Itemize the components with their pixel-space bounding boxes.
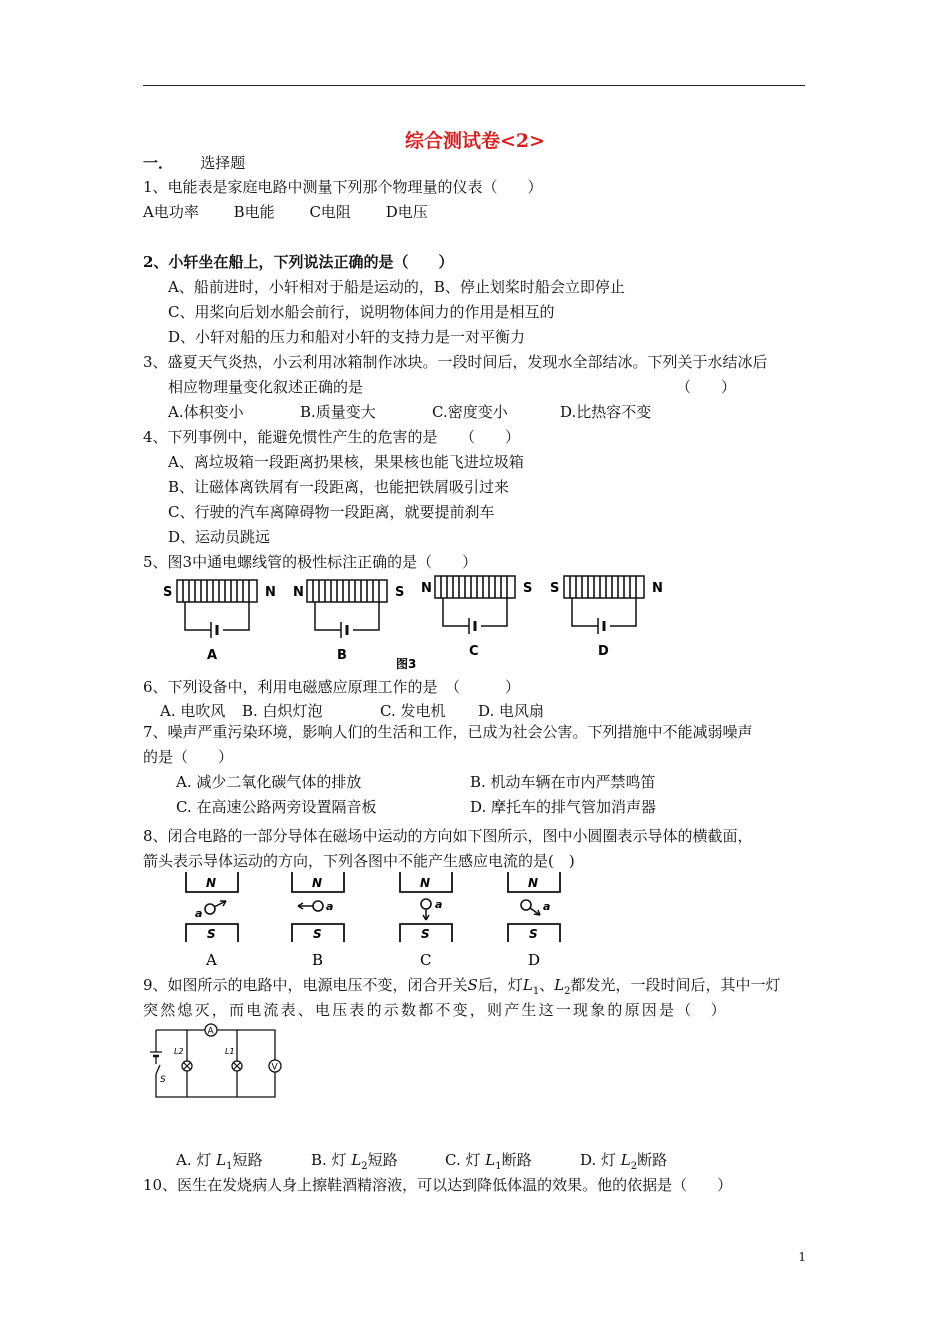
q3-answer-paren: （ ） xyxy=(676,378,737,396)
lamp-l2-icon xyxy=(174,1047,192,1071)
conductor-d-mark: a xyxy=(543,900,551,913)
conductor-a xyxy=(205,904,215,914)
q8-magnet-figure xyxy=(170,870,590,970)
q5-stem: 5、图3中通电螺线管的极性标注正确的是（ ） xyxy=(143,553,478,571)
q9-options xyxy=(176,1150,667,1177)
q3-option-d: D.比热容不变 xyxy=(560,403,652,421)
solenoid-b-right-pole: S xyxy=(395,585,405,600)
q3-options xyxy=(168,402,651,422)
section-label: 选择题 xyxy=(200,154,246,172)
switch-label: S xyxy=(160,1075,166,1085)
q8-stem-line2: 箭头表示导体运动的方向，下列各图中不能产生感应电流的是( ) xyxy=(143,852,575,870)
q3-option-c: C.密度变小 xyxy=(432,403,508,421)
q2-options-ab xyxy=(168,277,625,297)
q9-stem-part1: 9、如图所示的电路中，电源电压不变，闭合开关 xyxy=(143,976,468,994)
q7-stem-line1: 7、噪声严重污染环境，影响人们的生活和工作，已成为社会公害。下列措施中不能减弱噪声 xyxy=(143,723,753,741)
q9-option-d: D. 灯 $L_2$断路 xyxy=(580,1151,668,1172)
q3-stem-line1: 3、盛夏天气炎热，小云利用冰箱制作冰块。一段时间后，发现水全部结冰。下列关于水结冰后 xyxy=(143,353,768,371)
magnet-panel-b xyxy=(292,872,344,969)
conductor-b-mark: a xyxy=(326,900,334,913)
q9-option-c: C. 灯 $L_1$断路 xyxy=(445,1151,532,1172)
page-number: 1 xyxy=(798,1250,806,1264)
q4-option-b: B、让磁体离铁屑有一段距离，也能把铁屑吸引过来 xyxy=(168,478,510,496)
q4-option-d: D、运动员跳远 xyxy=(168,528,271,546)
q2-option-d: D、小轩对船的压力和船对小轩的支持力是一对平衡力 xyxy=(168,328,526,346)
q6-stem: 6、下列设备中，利用电磁感应原理工作的是 （ ） xyxy=(143,678,521,696)
q1-option-b: B电能 xyxy=(233,203,275,221)
magnet-d-south: S xyxy=(529,927,538,941)
q9-stem-line1 xyxy=(143,975,781,1002)
solenoid-b-label: B xyxy=(337,648,347,663)
q9-l1-symbol: L xyxy=(522,976,533,994)
conductor-a-mark: a xyxy=(195,907,203,920)
magnet-panel-d xyxy=(508,872,560,969)
magnet-b-south: S xyxy=(313,927,322,941)
q9-circuit-diagram xyxy=(145,1022,295,1104)
solenoid-panel-a xyxy=(163,580,276,663)
magnet-b-north: N xyxy=(312,876,323,890)
q9-stem-line2: 突然熄灭，而电流表、电压表的示数都不变，则产生这一现象的原因是（ ） xyxy=(143,1001,728,1019)
magnet-c-north: N xyxy=(420,876,431,890)
header-rule xyxy=(143,85,805,86)
q6-option-a: A. 电吹风 xyxy=(160,702,226,720)
q7-option-b: B. 机动车辆在市内严禁鸣笛 xyxy=(470,773,656,791)
solenoid-a-right-pole: N xyxy=(265,585,276,600)
q9-stem-part3: 都发光，一段时间后，其中一灯 xyxy=(570,976,781,994)
section-number: 一． xyxy=(143,154,174,172)
q6-option-b: B. 白炽灯泡 xyxy=(242,702,323,720)
q3-option-b: B.质量变大 xyxy=(300,403,376,421)
solenoid-a-label: A xyxy=(207,648,218,663)
q2-option-c: C、用桨向后划水船会前行，说明物体间力的作用是相互的 xyxy=(168,303,555,321)
q4-option-a: A、离垃圾箱一段距离扔果核，果果核也能飞进垃圾箱 xyxy=(168,453,524,471)
q1-option-d: D电压 xyxy=(385,203,428,221)
solenoid-c-right-pole: S xyxy=(523,581,533,596)
solenoid-d-label: D xyxy=(598,644,609,659)
magnet-d-label: D xyxy=(528,951,541,969)
q2-option-a: A、船前进时，小轩相对于船是运动的， xyxy=(168,278,434,296)
q8-stem-line1: 8、闭合电路的一部分导体在磁场中运动的方向如下图所示，图中小圆圈表示导体的横截面， xyxy=(143,827,753,845)
q4-stem: 4、下列事例中，能避免惯性产生的危害的是 （ ） xyxy=(143,428,521,446)
lamp-l2-label: L2 xyxy=(174,1047,184,1056)
conductor-c xyxy=(421,899,431,909)
magnet-a-south: S xyxy=(207,927,216,941)
solenoid-d-left-pole: S xyxy=(550,581,560,596)
q9-stem-part2: 后，灯 xyxy=(477,976,523,994)
magnet-a-north: N xyxy=(206,876,217,890)
solenoid-b-left-pole: N xyxy=(293,585,304,600)
magnet-d-north: N xyxy=(528,876,539,890)
magnet-c-south: S xyxy=(421,927,430,941)
q2-option-b: B、停止划桨时船会立即停止 xyxy=(433,278,625,296)
solenoid-panel-b xyxy=(293,580,404,663)
q7-option-a: A. 减少二氧化碳气体的排放 xyxy=(176,773,362,791)
q2-stem: 2、小轩坐在船上，下列说法正确的是（ ） xyxy=(143,253,454,271)
solenoid-panel-d xyxy=(550,576,663,659)
magnet-panel-c xyxy=(400,872,452,969)
section-heading xyxy=(143,153,245,173)
q1-options xyxy=(143,202,428,222)
q1-option-a: A电功率 xyxy=(143,203,199,221)
solenoid-d-right-pole: N xyxy=(652,581,663,596)
q9-separator: 、 xyxy=(539,976,555,994)
q9-l2-subscript: 2 xyxy=(564,986,571,997)
q4-option-c: C、行驶的汽车离障碍物一段距离，就要提前刹车 xyxy=(168,503,495,521)
conductor-b xyxy=(313,901,323,911)
q9-option-a: A. 灯 $L_1$短路 xyxy=(176,1151,263,1172)
q1-option-c: C电阻 xyxy=(309,203,351,221)
solenoid-panel-c xyxy=(421,576,532,659)
ammeter-icon xyxy=(205,1024,217,1037)
q7-option-d: D. 摩托车的排气管加消声器 xyxy=(470,798,657,816)
q9-option-b: B. 灯 $L_2$短路 xyxy=(311,1151,398,1172)
magnet-panel-a xyxy=(186,872,238,969)
q7-option-c: C. 在高速公路两旁设置隔音板 xyxy=(176,798,377,816)
page-title: 综合测试卷<2> xyxy=(404,130,546,152)
q9-switch-symbol: S xyxy=(467,976,478,994)
q9-l1-subscript: 1 xyxy=(532,986,540,997)
q6-option-d: D. 电风扇 xyxy=(478,702,545,720)
solenoid-c-label: C xyxy=(469,644,479,659)
conductor-c-mark: a xyxy=(435,898,443,911)
magnet-a-label: A xyxy=(206,951,217,969)
magnet-c-label: C xyxy=(420,951,432,969)
voltmeter-icon xyxy=(269,1060,281,1073)
figure-3-caption: 图3 xyxy=(396,657,417,671)
q6-option-c: C. 发电机 xyxy=(380,702,446,720)
svg-text:A: A xyxy=(207,1026,214,1037)
svg-text:V: V xyxy=(271,1062,278,1073)
solenoid-a-left-pole: S xyxy=(163,585,173,600)
solenoid-c-left-pole: N xyxy=(421,581,432,596)
q3-stem-line2: 相应物理量变化叙述正确的是 xyxy=(168,378,364,396)
lamp-l1-label: L1 xyxy=(225,1047,235,1056)
q5-solenoid-figure xyxy=(150,572,670,672)
q3-option-a: A.体积变小 xyxy=(168,403,244,421)
q9-l2-symbol: L xyxy=(554,976,565,994)
q1-stem: 1、电能表是家庭电路中测量下列那个物理量的仪表（ ） xyxy=(143,178,543,196)
conductor-d xyxy=(521,900,531,910)
q6-options xyxy=(160,701,544,721)
q10-stem: 10、医生在发烧病人身上擦鞋酒精溶液，可以达到降低体温的效果。他的依据是（ ） xyxy=(143,1176,733,1194)
magnet-b-label: B xyxy=(312,951,324,969)
q7-stem-line2: 的是（ ） xyxy=(143,748,234,766)
lamp-l1-icon xyxy=(225,1047,242,1071)
